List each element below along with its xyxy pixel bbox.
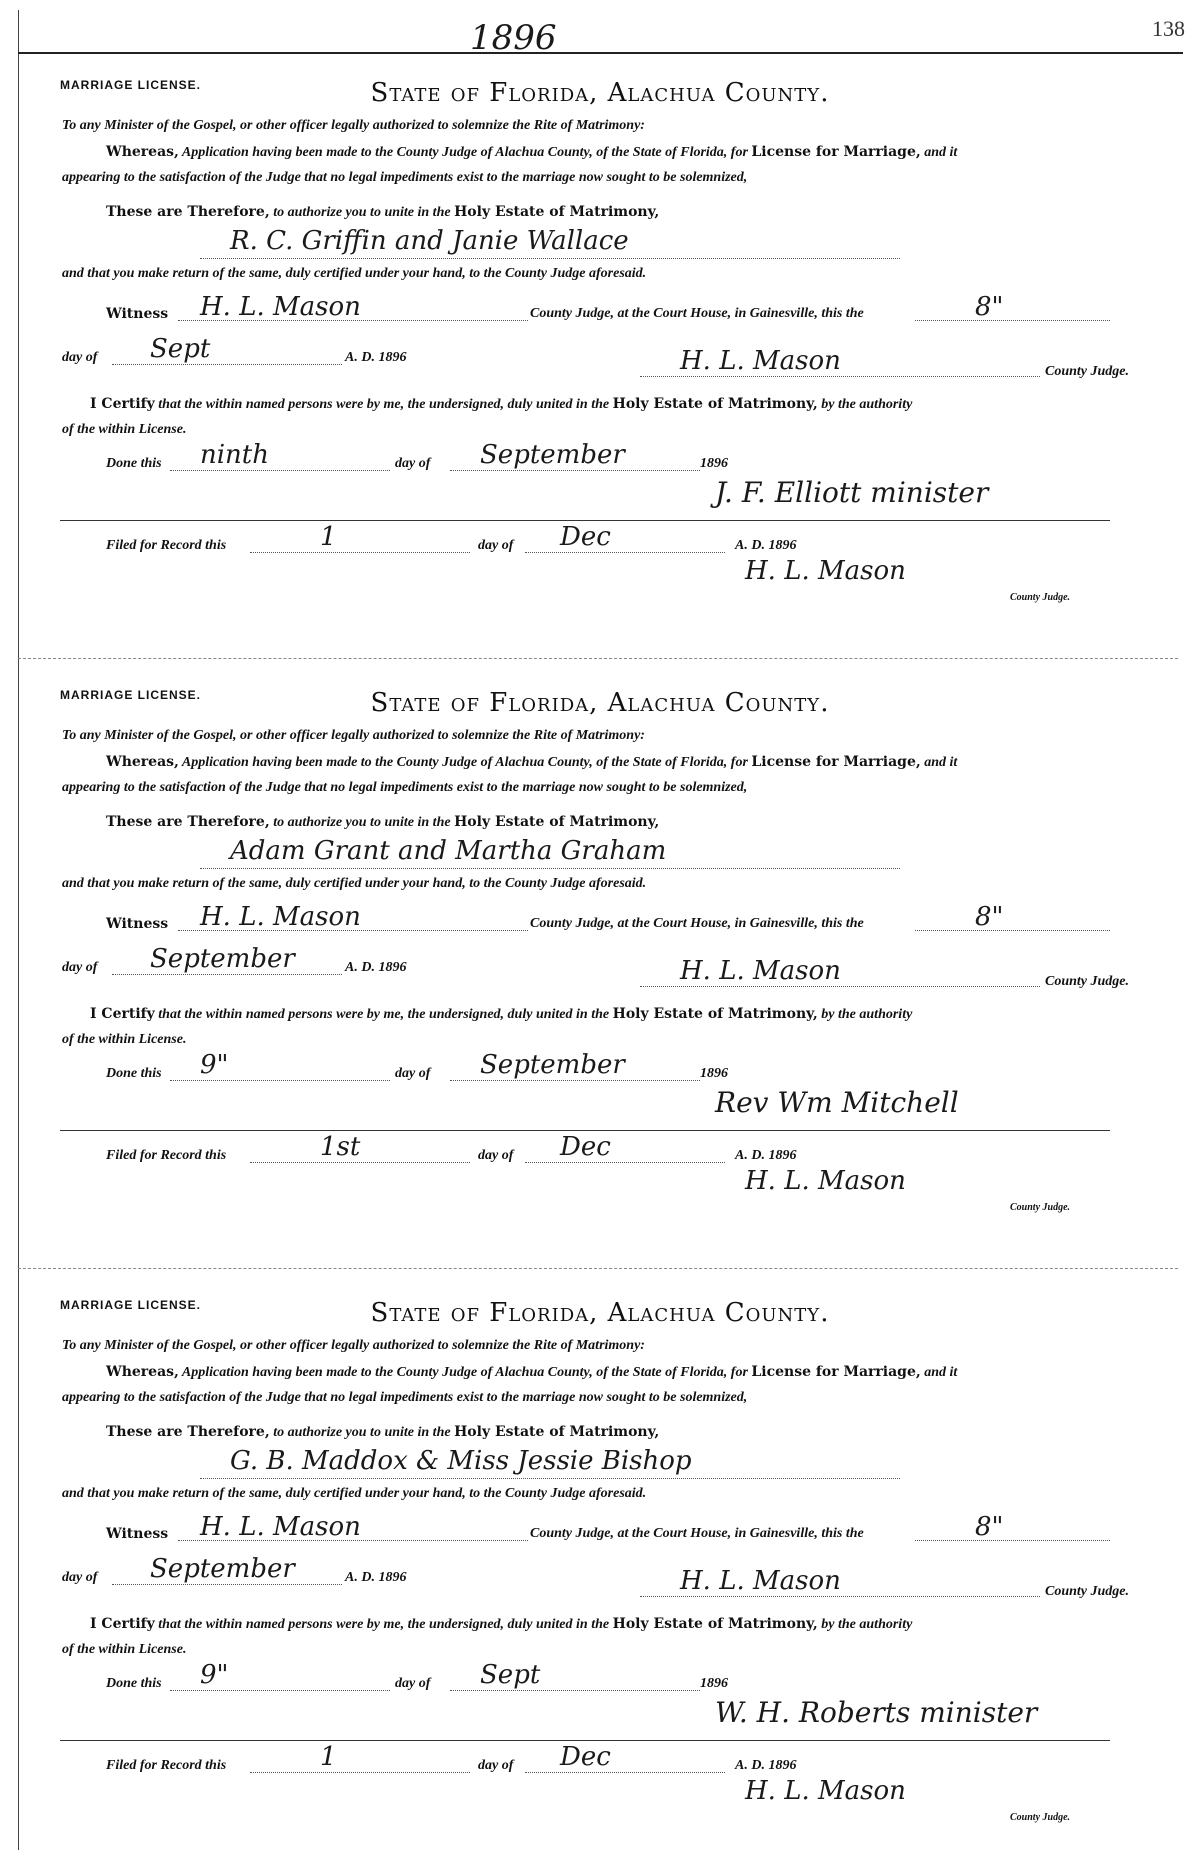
filed-day-of-label: day of — [478, 1148, 514, 1163]
page-top-rule — [18, 52, 1183, 54]
done-day-of-label: day of — [395, 1066, 431, 1081]
license-separator — [18, 658, 1178, 659]
officiant-signature: Rev Wm Mitchell — [715, 1086, 959, 1119]
county-judge-small-label: County Judge. — [1010, 1202, 1071, 1213]
issue-month-dotted-line — [112, 974, 342, 975]
issue-month-dotted-line — [112, 364, 342, 365]
issue-day-dotted-line — [915, 930, 1110, 931]
judge-at-line: County Judge, at the Court House, in Gainesville, this the — [530, 1526, 864, 1541]
issue-day-dotted-line — [915, 320, 1110, 321]
filed-month: Dec — [560, 1742, 611, 1772]
done-day: 9" — [200, 1660, 229, 1690]
done-month: September — [480, 440, 625, 470]
address-line: To any Minister of the Gospel, or other officer legally authorized to solemnize the Rite of Matrimony: — [62, 118, 645, 133]
day-of-label: day of — [62, 1570, 98, 1585]
witness-signature: H. L. Mason — [200, 1512, 361, 1542]
witness-dotted-line — [178, 1540, 528, 1541]
judge-at-line: County Judge, at the Court House, in Gainesville, this the — [530, 916, 864, 931]
issue-day: 8" — [975, 902, 1004, 932]
filed-day-dotted-line — [250, 1162, 470, 1163]
page-left-rule — [18, 10, 19, 1850]
done-this-label: Done this — [106, 1676, 162, 1691]
whereas-line: Whereas, Application having been made to the County Judge of Alachua County, of the State of Florida, for License for Marriage, and it — [106, 1364, 958, 1380]
done-this-label: Done this — [106, 1066, 162, 1081]
witness-label: Witness — [106, 916, 169, 932]
issue-month: September — [150, 944, 295, 974]
county-judge-label: County Judge. — [1045, 1584, 1130, 1599]
license-title: State of Florida, Alachua County. — [370, 1298, 830, 1328]
filed-day-dotted-line — [250, 552, 470, 553]
done-day-of-label: day of — [395, 456, 431, 471]
filed-day: 1 — [320, 522, 337, 552]
therefore-line: These are Therefore, to authorize you to unite in the Holy Estate of Matrimony, — [106, 1424, 660, 1440]
witness-signature: H. L. Mason — [200, 292, 361, 322]
filed-day-of-label: day of — [478, 538, 514, 553]
done-year: 1896 — [700, 1676, 728, 1691]
officiant-signature: W. H. Roberts minister — [715, 1696, 1038, 1729]
officiant-signature: J. F. Elliott minister — [715, 476, 989, 509]
license-header: MARRIAGE LICENSE. — [60, 1298, 202, 1312]
couple-names: Adam Grant and Martha Graham — [230, 836, 667, 866]
filed-ad: A. D. 1896 — [735, 1148, 797, 1163]
appearing-line: appearing to the satisfaction of the Judge that no legal impediments exist to the marriage now sought to be solemnized, — [62, 1390, 748, 1405]
filed-signature: H. L. Mason — [745, 1166, 906, 1196]
return-line: and that you make return of the same, duly certified under your hand, to the County Judge aforesaid. — [62, 876, 647, 891]
county-judge-label: County Judge. — [1045, 974, 1130, 989]
witness-label: Witness — [106, 1526, 169, 1542]
whereas-line: Whereas, Application having been made to the County Judge of Alachua County, of the State of Florida, for License for Marriage, and it — [106, 144, 958, 160]
judge-at-line: County Judge, at the Court House, in Gainesville, this the — [530, 306, 864, 321]
couple-names: G. B. Maddox & Miss Jessie Bishop — [230, 1446, 692, 1476]
return-line: and that you make return of the same, duly certified under your hand, to the County Judge aforesaid. — [62, 266, 647, 281]
witness-dotted-line — [178, 930, 528, 931]
done-month-dotted-line — [450, 470, 700, 471]
filed-day-of-label: day of — [478, 1758, 514, 1773]
witness-signature: H. L. Mason — [200, 902, 361, 932]
judge-signature: H. L. Mason — [680, 956, 841, 986]
filed-ad: A. D. 1896 — [735, 538, 797, 553]
filed-month: Dec — [560, 1132, 611, 1162]
filed-rule — [60, 520, 1110, 521]
filed-month-dotted-line — [525, 1772, 725, 1773]
issue-month-dotted-line — [112, 1584, 342, 1585]
issue-day: 8" — [975, 1512, 1004, 1542]
done-month: Sept — [480, 1660, 541, 1690]
judge-signature: H. L. Mason — [680, 346, 841, 376]
address-line: To any Minister of the Gospel, or other officer legally authorized to solemnize the Rite of Matrimony: — [62, 1338, 645, 1353]
couple-dotted-line — [200, 1478, 900, 1479]
done-day-of-label: day of — [395, 1676, 431, 1691]
filed-day: 1 — [320, 1742, 337, 1772]
filed-label: Filed for Record this — [106, 538, 227, 553]
judge-dotted-line — [640, 986, 1040, 987]
done-day-dotted-line — [170, 1080, 390, 1081]
filed-month: Dec — [560, 522, 611, 552]
filed-signature: H. L. Mason — [745, 556, 906, 586]
issue-month: Sept — [150, 334, 211, 364]
judge-dotted-line — [640, 376, 1040, 377]
judge-dotted-line — [640, 1596, 1040, 1597]
page-number: 138 — [1152, 16, 1185, 41]
done-day: 9" — [200, 1050, 229, 1080]
issue-day-dotted-line — [915, 1540, 1110, 1541]
filed-label: Filed for Record this — [106, 1758, 227, 1773]
issue-ad: A. D. 1896 — [345, 350, 407, 365]
county-judge-small-label: County Judge. — [1010, 1812, 1071, 1823]
appearing-line: appearing to the satisfaction of the Judge that no legal impediments exist to the marriage now sought to be solemnized, — [62, 780, 748, 795]
license-header: MARRIAGE LICENSE. — [60, 688, 202, 702]
appearing-line: appearing to the satisfaction of the Judge that no legal impediments exist to the marriage now sought to be solemnized, — [62, 170, 748, 185]
license-title: State of Florida, Alachua County. — [370, 688, 830, 718]
county-judge-small-label: County Judge. — [1010, 592, 1071, 603]
filed-rule — [60, 1130, 1110, 1131]
filed-day: 1st — [320, 1132, 361, 1162]
witness-dotted-line — [178, 320, 528, 321]
therefore-line: These are Therefore, to authorize you to unite in the Holy Estate of Matrimony, — [106, 204, 660, 220]
day-of-label: day of — [62, 350, 98, 365]
done-day-dotted-line — [170, 1690, 390, 1691]
within-license-line: of the within License. — [62, 1032, 187, 1047]
issue-ad: A. D. 1896 — [345, 1570, 407, 1585]
couple-dotted-line — [200, 258, 900, 259]
couple-names: R. C. Griffin and Janie Wallace — [230, 226, 629, 256]
filed-rule — [60, 1740, 1110, 1741]
filed-month-dotted-line — [525, 1162, 725, 1163]
done-year: 1896 — [700, 456, 728, 471]
license-title: State of Florida, Alachua County. — [370, 78, 830, 108]
day-of-label: day of — [62, 960, 98, 975]
issue-day: 8" — [975, 292, 1004, 322]
license-separator — [18, 1268, 1178, 1269]
filed-month-dotted-line — [525, 552, 725, 553]
whereas-line: Whereas, Application having been made to the County Judge of Alachua County, of the State of Florida, for License for Marriage, and it — [106, 754, 958, 770]
done-this-label: Done this — [106, 456, 162, 471]
witness-label: Witness — [106, 306, 169, 322]
filed-label: Filed for Record this — [106, 1148, 227, 1163]
done-day-dotted-line — [170, 470, 390, 471]
done-month-dotted-line — [450, 1080, 700, 1081]
county-judge-label: County Judge. — [1045, 364, 1130, 379]
done-year: 1896 — [700, 1066, 728, 1081]
within-license-line: of the within License. — [62, 422, 187, 437]
issue-ad: A. D. 1896 — [345, 960, 407, 975]
year-note: 1896 — [470, 18, 557, 58]
filed-day-dotted-line — [250, 1772, 470, 1773]
therefore-line: These are Therefore, to authorize you to unite in the Holy Estate of Matrimony, — [106, 814, 660, 830]
certify-line: I Certify that the within named persons were by me, the undersigned, duly united in the Holy Estate of Matrimony, by the authority — [90, 1006, 913, 1022]
judge-signature: H. L. Mason — [680, 1566, 841, 1596]
certify-line: I Certify that the within named persons were by me, the undersigned, duly united in the Holy Estate of Matrimony, by the authority — [90, 1616, 913, 1632]
certify-line: I Certify that the within named persons were by me, the undersigned, duly united in the Holy Estate of Matrimony, by the authority — [90, 396, 913, 412]
done-day: ninth — [200, 440, 269, 470]
license-header: MARRIAGE LICENSE. — [60, 78, 202, 92]
done-month: September — [480, 1050, 625, 1080]
address-line: To any Minister of the Gospel, or other officer legally authorized to solemnize the Rite of Matrimony: — [62, 728, 645, 743]
return-line: and that you make return of the same, duly certified under your hand, to the County Judge aforesaid. — [62, 1486, 647, 1501]
done-month-dotted-line — [450, 1690, 700, 1691]
filed-signature: H. L. Mason — [745, 1776, 906, 1806]
issue-month: September — [150, 1554, 295, 1584]
couple-dotted-line — [200, 868, 900, 869]
filed-ad: A. D. 1896 — [735, 1758, 797, 1773]
within-license-line: of the within License. — [62, 1642, 187, 1657]
